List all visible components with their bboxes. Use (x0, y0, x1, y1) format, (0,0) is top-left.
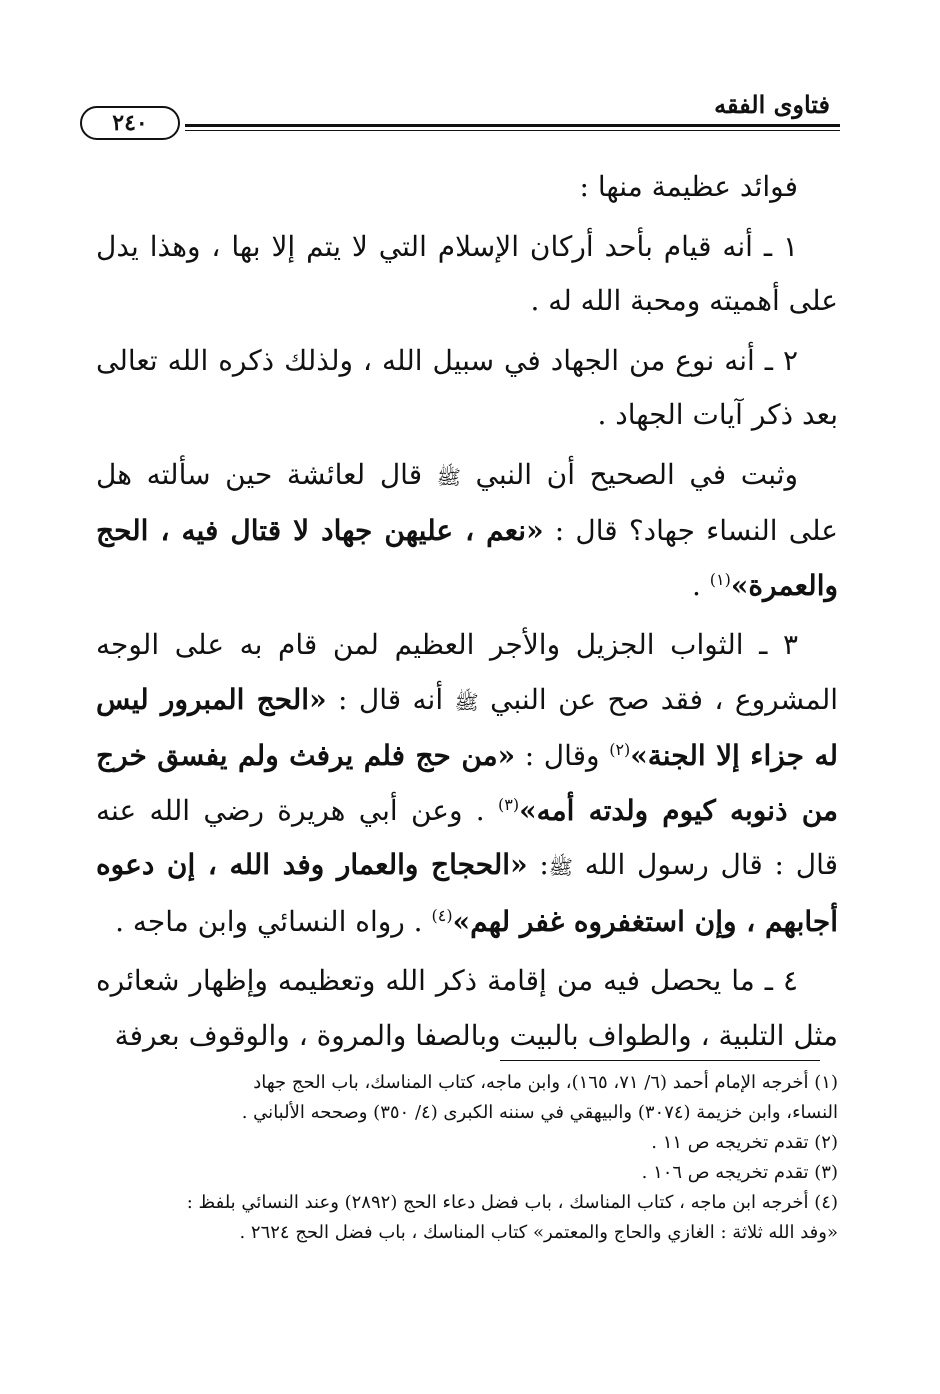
footnote-separator (500, 1060, 820, 1061)
paragraph-4-text-a: ٣ ـ الثواب الجزيل والأجر العظيم لمن قام به على الوجه المشروع ، فقد صح عن النبي (96, 628, 839, 716)
hadith-quote: «نعم ، عليهن جهاد لا قتال فيه ، الحج والعمرة» (96, 514, 838, 602)
footnote-1-continued: النساء، وابن خزيمة (٣٠٧٤) والبيهقي في سننه الكبرى (٤/ ٣٥٠) وصححه الألباني . (241, 1102, 838, 1123)
paragraph-4-text-d: . وعن أبي هريرة رضي الله عنه قال : قال رسول الله (96, 793, 838, 881)
paragraph-4-text-c: وقال : (524, 739, 600, 772)
hadith-quote: «الحج المبرور ليس له جزاء إلا الجنة» (96, 682, 838, 772)
paragraph-2: ٢ ـ أنه نوع من الجهاد في سبيل الله ، ولذلك ذكره الله تعالى بعد ذكر آيات الجهاد . (96, 343, 838, 431)
footnote-ref: (٣) (498, 794, 520, 814)
paragraph-4-text-e: : (539, 848, 549, 881)
footnotes (100, 1068, 838, 1248)
footnote-1: (١) أخرجه الإمام أحمد (٦/ ٧١، ١٦٥)، وابن ماجه، كتاب المناسك، باب الحج جهاد (253, 1072, 838, 1093)
salutation-glyph: ﷺ (436, 464, 461, 489)
paragraph-3-text-a: وثبت في الصحيح أن النبي (475, 457, 799, 491)
paragraph-3-text-b: قال لعائشة حين سألته هل على النساء جهاد؟ قال : (96, 457, 839, 547)
footnote-2: (٢) تقدم تخريجه ص ١١ . (651, 1132, 838, 1153)
salutation-glyph: ﷺ (454, 689, 479, 714)
paragraph-1: ١ ـ أنه قيام بأحد أركان الإسلام التي لا يتم إلا بها ، وهذا يدل على أهميته ومحبة الله له . (96, 229, 838, 317)
header-rule-thin (185, 130, 840, 131)
paragraph-5: ٤ ـ ما يحصل فيه من إقامة ذكر الله وتعظيمه وإظهار شعائره مثل التلبية ، والطواف بالبيت وبالصفا والمروة ، والوقوف بعرفة (96, 964, 838, 1052)
running-title: فتاوى الفقه (714, 90, 830, 119)
main-text (96, 160, 838, 1063)
footnote-ref: (٤) (431, 905, 453, 925)
page-header (80, 88, 840, 148)
footnote-3: (٣) تقدم تخريجه ص ١٠٦ . (641, 1162, 838, 1183)
header-rule (185, 124, 840, 127)
footnote-ref: (٢) (609, 740, 631, 759)
paragraph-3 (96, 448, 838, 614)
hadith-quote: «من حج فلم يرفث ولم يفسق خرج من ذنوبه كيوم ولدته أمه» (96, 739, 839, 827)
paragraph-4 (96, 618, 838, 949)
salutation-glyph: ﷺ (548, 855, 573, 879)
footnote-4: (٤) أخرجه ابن ماجه ، كتاب المناسك ، باب فضل دعاء الحج (٢٨٩٢) وعند النسائي بلفظ : (186, 1192, 838, 1213)
footnote-ref: (١) (709, 569, 731, 589)
paragraph-4-text-f: . رواه النسائي وابن ماجه . (115, 904, 423, 938)
paragraph-4-text-b: أنه قال : (338, 682, 444, 716)
section-heading: فوائد عظيمة منها : (579, 170, 798, 203)
hadith-quote: «الحجاج والعمار وفد الله ، إن دعوه أجابهم ، وإن استغفروه غفر لهم» (96, 848, 838, 938)
footnote-4-continued: «وفد الله ثلاثة : الغازي والحاج والمعتمر» كتاب المناسك ، باب فضل الحج ٢٦٢٤ . (239, 1222, 838, 1243)
paragraph-3-end: . (691, 568, 701, 602)
page-number: ٢٤٠ (80, 106, 180, 140)
